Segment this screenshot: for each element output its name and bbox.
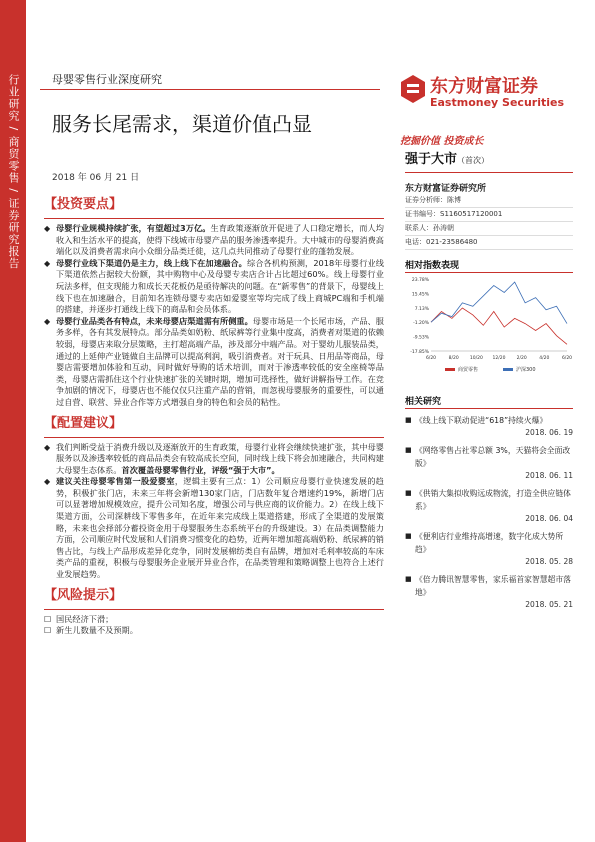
- research-item: [405, 573, 573, 599]
- info-line: 证券分析师：陈博: [405, 194, 573, 208]
- rating: [405, 150, 573, 173]
- bullet-square-icon: ■: [405, 416, 412, 424]
- report-title: 服务长尾需求，渠道价值凸显: [52, 112, 312, 136]
- research-item: [405, 530, 573, 556]
- section-suggestion-label: 配置建议: [57, 415, 110, 431]
- research-date: 2018. 06. 11: [525, 471, 573, 480]
- bullet-item: [44, 316, 384, 409]
- institute-name: 东方财富证券研究所: [405, 184, 487, 194]
- series-line: [431, 282, 567, 324]
- y-tick-label: 15.45%: [411, 292, 429, 298]
- x-tick-label: 8/20: [448, 356, 459, 361]
- bullet-square-icon: ■: [405, 446, 412, 454]
- bullet-text: 生育政策逐渐放开促进了人口稳定增长，而人均收入和生活水平的提高，使得下线城市母婴产品的服务渗透率提升。大中城市的母婴消费高端化以及消费者需求向小众细分品类迁徙，这几点共同推动了母婴行业的蓬勃发展。: [56, 223, 384, 257]
- research-title-text: 《倍力腾讯智慧零售，家乐福首家智慧超市落地》: [415, 575, 571, 597]
- research-title-text: 《线上线下联动促进“618”持续火爆》: [415, 416, 548, 425]
- logo-en-text: Eastmoney Securities: [430, 96, 565, 109]
- bullet-text: ，逻辑主要有三点：1）公司顺应母婴行业快速发展的趋势，积极扩张门店，未来三年将会新增130家门店，门店数年复合增速约19%，新增门店可以显著增加规模效应，提升公司知名度，增强公司与供应商的议价能力。2）在线上线下渠道方面，公司深耕线下零售多年，在近年来完成线上渠道搭建，形成了全渠道的发展策略，未来也会择部分蓄投资金用于母婴服务生态系统平台的升级建设。3）在品类调整能力方面，公司顺应时代发展和人们消费习惯变化的趋势，近两年增加超高端奶粉、纸尿裤的销售占比，与线上产品形成差异化竞争，同时发展棉纺类自有品牌，增加对毛利率较高的车床类产品的重视，积极与母婴服务企业展开异业合作，在品类管理和策略调整上也符合上述行业发展趋势。: [56, 476, 384, 580]
- risk-text: 国民经济下滑；: [56, 613, 114, 624]
- research-date: 2018. 06. 19: [525, 428, 573, 437]
- bullet-square-icon: ■: [405, 489, 412, 497]
- info-line: 联系人：孙涛朝: [405, 222, 573, 236]
- checkbox-icon: ☐: [44, 626, 52, 636]
- y-tick-label: -17.85%: [410, 350, 429, 355]
- section-risk: 【风险提示】: [44, 587, 384, 610]
- key-points-list: [44, 223, 384, 409]
- bullet-item: [44, 258, 384, 316]
- bullet-square-icon: ■: [405, 532, 412, 540]
- legend-swatch: [445, 368, 455, 371]
- section-suggestion: 【配置建议】: [44, 415, 384, 438]
- right-panel: [405, 150, 573, 611]
- x-tick-label: 2/20: [516, 356, 527, 361]
- bullet-mark-icon: ◆: [44, 316, 51, 326]
- risk-text: 新生儿数量不及预期。: [56, 625, 138, 636]
- x-tick-label: 4/20: [539, 356, 550, 361]
- research-title-text: 《便利店行业维持高增速，数字化成大势所趋》: [415, 532, 564, 554]
- side-banner: [0, 0, 26, 842]
- info-line: 电话：021-23586480: [405, 236, 573, 250]
- legend-swatch: [503, 368, 513, 371]
- rating-sub: （首次）: [457, 156, 490, 165]
- side-banner-text: 行业研究 / 商贸零售 / 证券研究报告: [7, 74, 20, 270]
- report-category: 母婴零售行业深度研究: [52, 73, 162, 86]
- logo-mark-icon: [400, 74, 426, 104]
- rating-label: 强于大市: [405, 152, 458, 167]
- research-title: 相关研究: [405, 394, 573, 409]
- bullet-text: 我们判断受益于消费升级以及逐渐放开的生育政策，母婴行业将会继续快速扩张，其中母婴服务以及渗透率较低的商品品类会有较高成长空间，同时线上线下将会加速融合，共同构建大母婴生态体系。: [56, 441, 384, 475]
- report-date: 2018 年 06 月 21 日: [52, 173, 140, 183]
- research-date: 2018. 05. 21: [525, 600, 573, 609]
- bullet-bold-text: 母婴行业规模持续扩张，有望超过3万亿。: [56, 223, 211, 233]
- y-tick-label: -9.53%: [413, 335, 429, 341]
- y-tick-label: -1.20%: [413, 321, 429, 327]
- research-date: 2018. 05. 28: [525, 557, 573, 566]
- research-date: 2018. 06. 04: [525, 514, 573, 523]
- checkbox-icon: ☐: [44, 614, 52, 624]
- suggestion-list: [44, 442, 384, 581]
- analyst-info: [405, 194, 573, 250]
- risk-item: [44, 614, 384, 626]
- x-tick-label: 12/20: [492, 356, 506, 361]
- info-line: 证书编号：S1160517120001: [405, 208, 573, 222]
- logo-slogan: 挖掘价值 投资成长: [400, 136, 484, 147]
- research-item: [405, 414, 573, 427]
- bullet-square-icon: ■: [405, 575, 412, 583]
- bullet-text: 母婴市场是一个长尾市场，产品、服务多样，各有其发展特点。部分品类如奶粉、纸尿裤等行业集中度高，消费者对渠道的依赖较弱，母婴店来取分层策略，主打超高端产品，涉及部分中端产品。对于婴幼儿服装品类，通过的上延伸产业链做自主品牌可以提高利润，吸引消费者。对于玩具、日用品等商品，母婴店需要增加体验和互动，同时做好导购的话术培训，而对于渗透率较低的安全座椅等品类，母婴店需抓住这个行业快速扩张的关键时期，增加可选择性，做好讲解指导工作。在竞争加剧的情况下，母婴店也不能仅仅只注重产品的营销，而忽视母婴服务的重要性，可以通过自营、联营、异业合作等方式增强自身的特色和会员的粘性。: [56, 315, 384, 407]
- legend-label: 商贸零售: [458, 367, 479, 373]
- logo-cn-text: 东方财富证券: [430, 76, 538, 97]
- header-divider: [40, 89, 380, 90]
- bullet-mark-icon: ◆: [44, 224, 51, 233]
- research-list: [405, 414, 573, 611]
- section-key-points-label: 投资要点: [57, 197, 110, 212]
- research-item: [405, 444, 573, 470]
- research-item: [405, 487, 573, 513]
- bullet-mark-icon: ◆: [44, 258, 51, 268]
- bullet-item: [44, 476, 384, 580]
- legend-label: 沪深300: [516, 367, 536, 373]
- company-logo: [400, 72, 570, 130]
- relative-index-chart: [405, 273, 573, 378]
- bullet-item: [44, 442, 384, 477]
- bullet-mark-icon: ◆: [44, 442, 51, 452]
- section-risk-label: 风险提示: [57, 587, 110, 603]
- index-chart-title: 相对指数表现: [405, 258, 573, 273]
- bullet-bold-text: 建议关注母婴零售第一股爱婴室: [56, 476, 175, 487]
- research-title-text: 《网络零售占社零总额 3%，天猫将会全面改版》: [415, 446, 571, 468]
- bullet-item: [44, 223, 384, 258]
- bullet-text: 综合各机构预测，2018年母婴行业线下渠道依然占据较大份额，其中购物中心及母婴专卖店合计占比超过60%。线上母婴行业玩法多样，但支现能力和成长天花板仍是亟待解决的问题。在“新零售”的背景下，母婴线上线下也在加速融合，目前知名连锁母婴专卖店如爱婴室等均完成了线上商城PC端和手机端的搭建，并逐步打通线上线下的商品和会员体系。: [56, 257, 384, 315]
- main-content: [44, 196, 384, 637]
- series-line: [431, 308, 567, 344]
- research-title-text: 《供销大集拟收购远成物流，打造全供应链体系》: [415, 489, 571, 511]
- x-tick-label: 6/20: [425, 356, 437, 361]
- risk-list: [44, 614, 384, 637]
- y-tick-label: 7.13%: [414, 306, 429, 312]
- y-tick-label: 23.78%: [411, 278, 429, 283]
- risk-item: [44, 625, 384, 637]
- bullet-mark-icon: ◆: [44, 477, 51, 487]
- bullet-bold-text: 首次覆盖母婴零售行业，评级“强于大市”。: [121, 464, 280, 475]
- x-tick-label: 6/20: [561, 356, 573, 361]
- x-tick-label: 10/20: [469, 356, 483, 361]
- section-key-points: 【投资要点】: [44, 196, 384, 219]
- bullet-bold-text: 母婴行业品类各有特点，未来母婴店渠道需有所侧重。: [56, 315, 253, 326]
- bullet-bold-text: 母婴行业线下渠道仍是主力，线上线下在加速融合。: [56, 257, 247, 268]
